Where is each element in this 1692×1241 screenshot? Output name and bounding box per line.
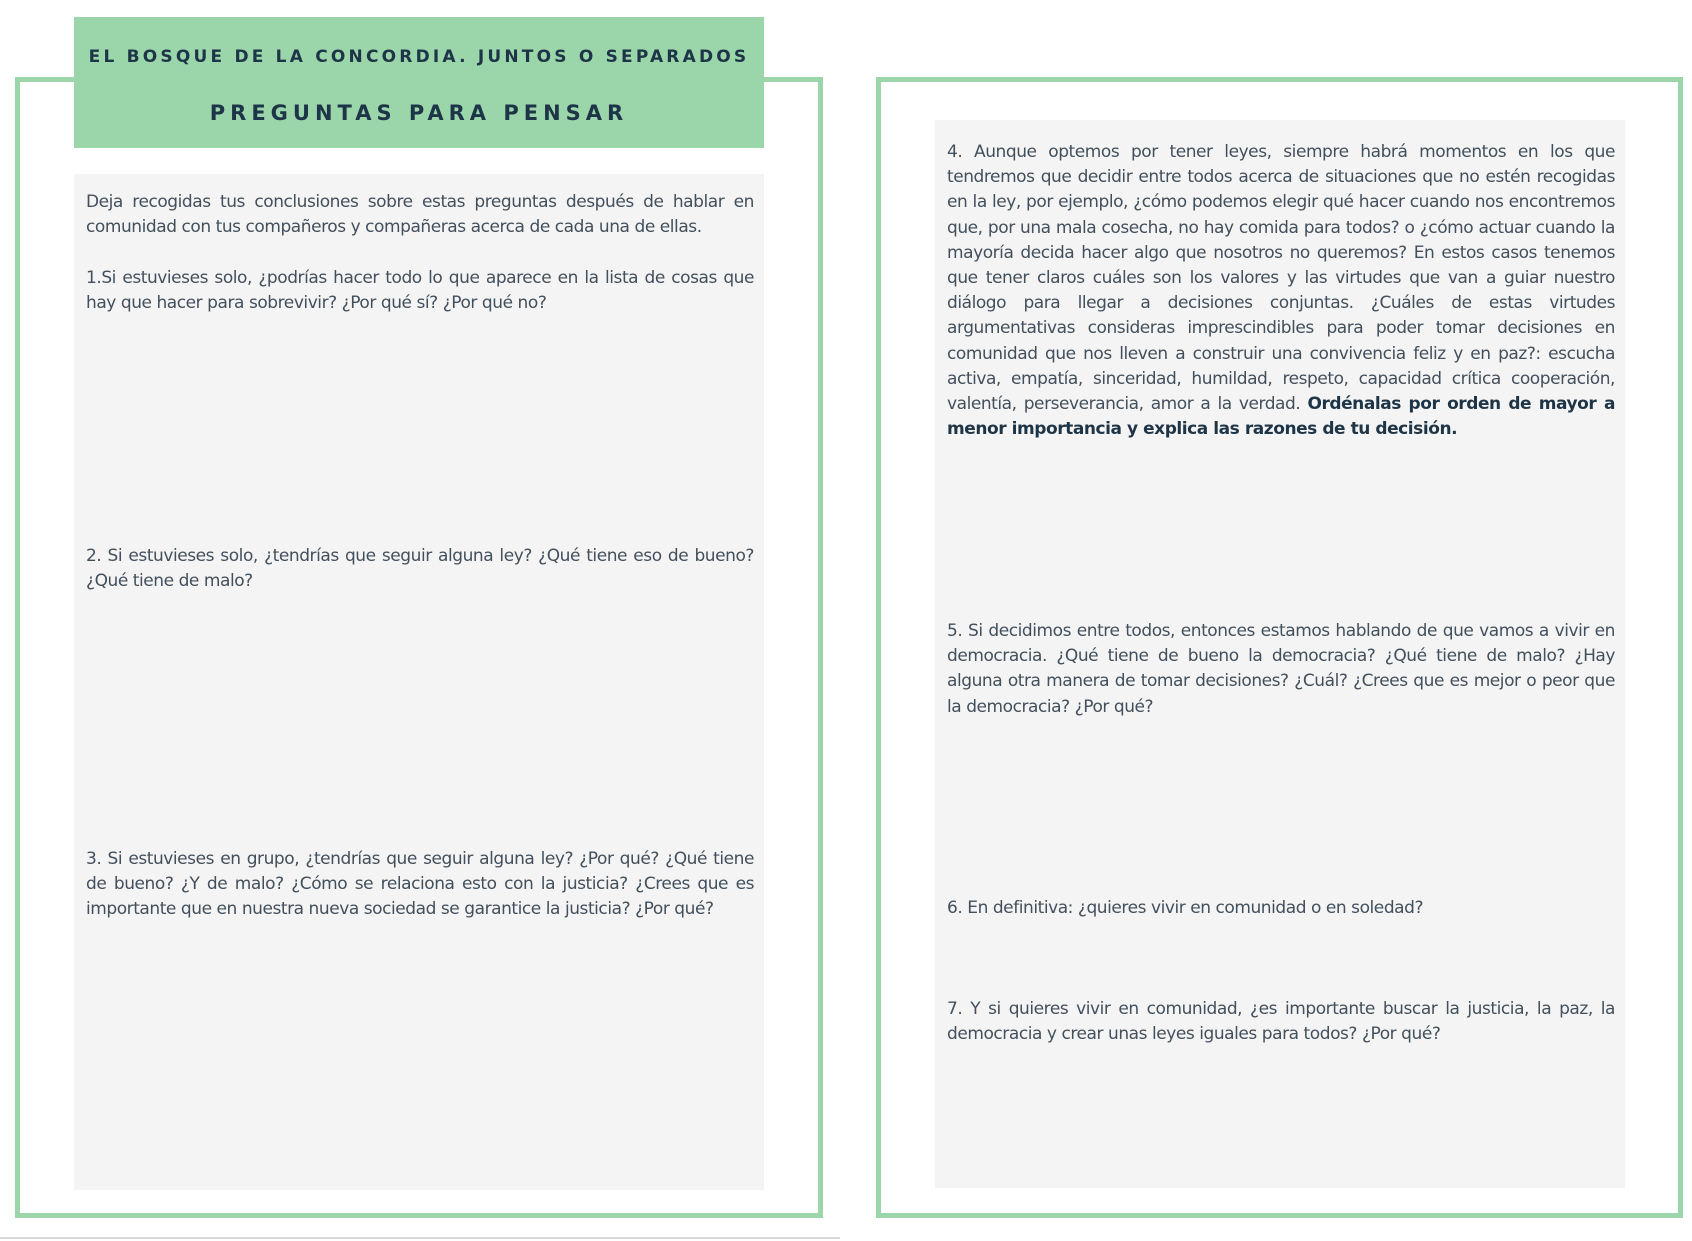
question-5: 5. Si decidimos entre todos, entonces estamos hablando de que vamos a vivir en democracia. ¿Qué tiene de bueno la democracia? ¿Qué tiene de malo? ¿Hay alguna otra manera de tomar decisiones? ¿Cuál? ¿Crees que es mejor o peor que la democracia? ¿Por qué? [947,621,1615,717]
header-banner [74,17,764,148]
question-4 [947,140,1615,442]
header-subtitle: EL BOSQUE DE LA CONCORDIA. JUNTOS O SEPARADOS [88,47,750,67]
question-4-text: 4. Aunque optemos por tener leyes, siempre habrá momentos en los que tendremos que decidir entre todos acerca de situaciones que no estén recogidas en la ley, por ejemplo, ¿cómo podemos elegir qué hacer cuando nos encontremos que, por una mala cosecha, no hay comida para todos? o ¿cómo actuar cuando la mayoría decida hacer algo que nosotros no queremos? En estos casos tenemos que tener claros cuáles son los valores y las virtudes que van a guiar nuestro diálogo para llegar a decisiones conjuntas. ¿Cuáles de estas virtudes argumentativas consideras imprescindibles para poder tomar decisiones en comunidad que nos lleven a construir una convivencia feliz y en paz?: escucha activa, empatía, sinceridad, humildad, respeto, capacidad crítica cooperación, valentía, perseverancia, amor a la verdad. [947,142,1615,415]
question-6: 6. En definitiva: ¿quieres vivir en comunidad o en soledad? [947,898,1424,918]
page-title: PREGUNTAS PARA PENSAR [209,101,629,125]
intro-text: Deja recogidas tus conclusiones sobre estas preguntas después de hablar en comunidad con tus compañeros y compañeras acerca de cada una de ellas. [86,192,754,238]
page-bottom-divider [0,1237,840,1239]
left-content-box [74,174,764,1190]
question-4-instruction: Ordénalas por orden de mayor a menor importancia y explica las razones de tu decisión. [947,394,1615,440]
right-content-box [935,120,1625,1188]
question-7: 7. Y si quieres vivir en comunidad, ¿es importante buscar la justicia, la paz, la democracia y crear unas leyes iguales para todos? ¿Por qué? [947,999,1615,1045]
question-3: 3. Si estuvieses en grupo, ¿tendrías que seguir alguna ley? ¿Por qué? ¿Qué tiene de bueno? ¿Y de malo? ¿Cómo se relaciona esto con la justicia? ¿Crees que es importante que en nuestra nueva sociedad se garantice la justicia? ¿Por qué? [86,849,754,920]
question-2: 2. Si estuvieses solo, ¿tendrías que seguir alguna ley? ¿Qué tiene eso de bueno? ¿Qué tiene de malo? [86,546,754,592]
question-1: 1.Si estuvieses solo, ¿podrías hacer todo lo que aparece en la lista de cosas que hay que hacer para sobrevivir? ¿Por qué sí? ¿Por qué no? [86,268,754,314]
